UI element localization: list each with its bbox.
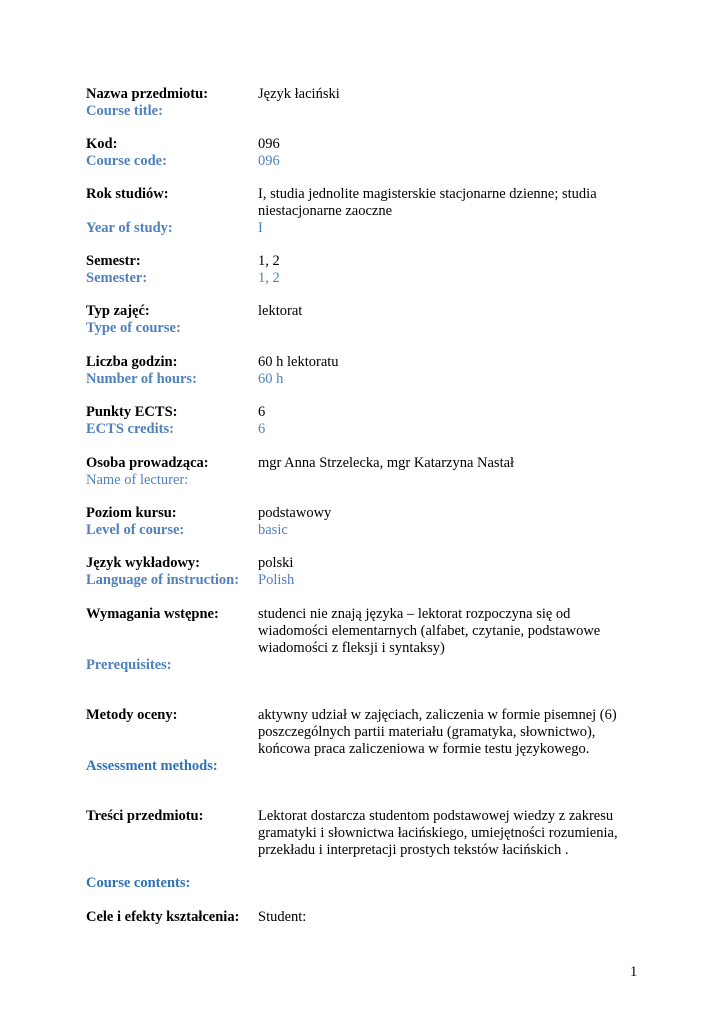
contents-value-line3: przekładu i interpretacji prostych tekstów łacińskich . (258, 842, 569, 858)
language-value: polski (258, 555, 294, 571)
semester-value: 1, 2 (258, 253, 280, 269)
language-label: Język wykładowy: (86, 555, 200, 571)
level-label: Poziom kursu: (86, 505, 177, 521)
hours-value: 60 h lektoratu (258, 354, 339, 370)
ects-value: 6 (258, 404, 266, 420)
language-value-en: Polish (258, 572, 295, 588)
contents-value-line1: Lektorat dostarcza studentom podstawowej wiedzy z zakresu (258, 808, 614, 824)
assessment-label-en: Assessment methods: (86, 758, 218, 774)
hours-label-en: Number of hours: (86, 371, 197, 387)
level-value: podstawowy (258, 505, 332, 521)
lecturer-label-en: Name of lecturer: (86, 472, 189, 488)
year-value-line1: I, studia jednolite magisterskie stacjonarne dzienne; studia (258, 186, 597, 202)
type-value: lektorat (258, 303, 303, 319)
year-label: Rok studiów: (86, 186, 169, 202)
level-value-en: basic (258, 522, 288, 538)
prerequisites-value-line1: studenci nie znają języka – lektorat rozpoczyna się od (258, 606, 571, 622)
goals-label: Cele i efekty kształcenia: (86, 909, 240, 925)
contents-label-en: Course contents: (86, 875, 191, 891)
course-code-label-en: Course code: (86, 153, 167, 169)
type-label-en: Type of course: (86, 320, 181, 336)
ects-value-en: 6 (258, 421, 266, 437)
semester-label-en: Semester: (86, 270, 148, 286)
language-label-en: Language of instruction: (86, 572, 240, 588)
course-title-label: Nazwa przedmiotu: (86, 86, 209, 102)
year-label-en: Year of study: (86, 220, 173, 236)
prerequisites-value-line3: wiadomości z fleksji i syntaksy) (258, 640, 445, 656)
contents-label: Treści przedmiotu: (86, 808, 204, 824)
course-code-value-en: 096 (258, 153, 280, 169)
course-title-label-en: Course title: (86, 103, 163, 119)
level-label-en: Level of course: (86, 522, 185, 538)
hours-label: Liczba godzin: (86, 354, 178, 370)
prerequisites-label-en: Prerequisites: (86, 657, 172, 673)
semester-label: Semestr: (86, 253, 141, 269)
year-value-en: I (258, 220, 263, 236)
ects-label-en: ECTS credits: (86, 421, 174, 437)
goals-value: Student: (258, 909, 307, 925)
prerequisites-label: Wymagania wstępne: (86, 606, 219, 622)
lecturer-label: Osoba prowadząca: (86, 455, 209, 471)
ects-label: Punkty ECTS: (86, 404, 178, 420)
course-code-label: Kod: (86, 136, 118, 152)
page-number: 1 (630, 964, 638, 980)
contents-value-line2: gramatyki i słownictwa łacińskiego, umiejętności rozumienia, (258, 825, 618, 841)
assessment-value-line2: poszczególnych partii materiału (gramatyka, słownictwo), (258, 724, 596, 740)
lecturer-value: mgr Anna Strzelecka, mgr Katarzyna Nastał (258, 455, 515, 471)
hours-value-en: 60 h (258, 371, 284, 387)
assessment-label: Metody oceny: (86, 707, 178, 723)
year-value-line2: niestacjonarne zaoczne (258, 203, 393, 219)
assessment-value-line3: końcowa praca zaliczeniowa w formie testu językowego. (258, 741, 590, 757)
type-label: Typ zajęć: (86, 303, 150, 319)
semester-value-en: 1, 2 (258, 270, 280, 286)
course-title-value: Język łaciński (258, 86, 340, 102)
prerequisites-value-line2: wiadomości elementarnych (alfabet, czytanie, podstawowe (258, 623, 601, 639)
assessment-value-line1: aktywny udział w zajęciach, zaliczenia w formie pisemnej (6) (258, 707, 617, 723)
course-code-value: 096 (258, 136, 280, 152)
